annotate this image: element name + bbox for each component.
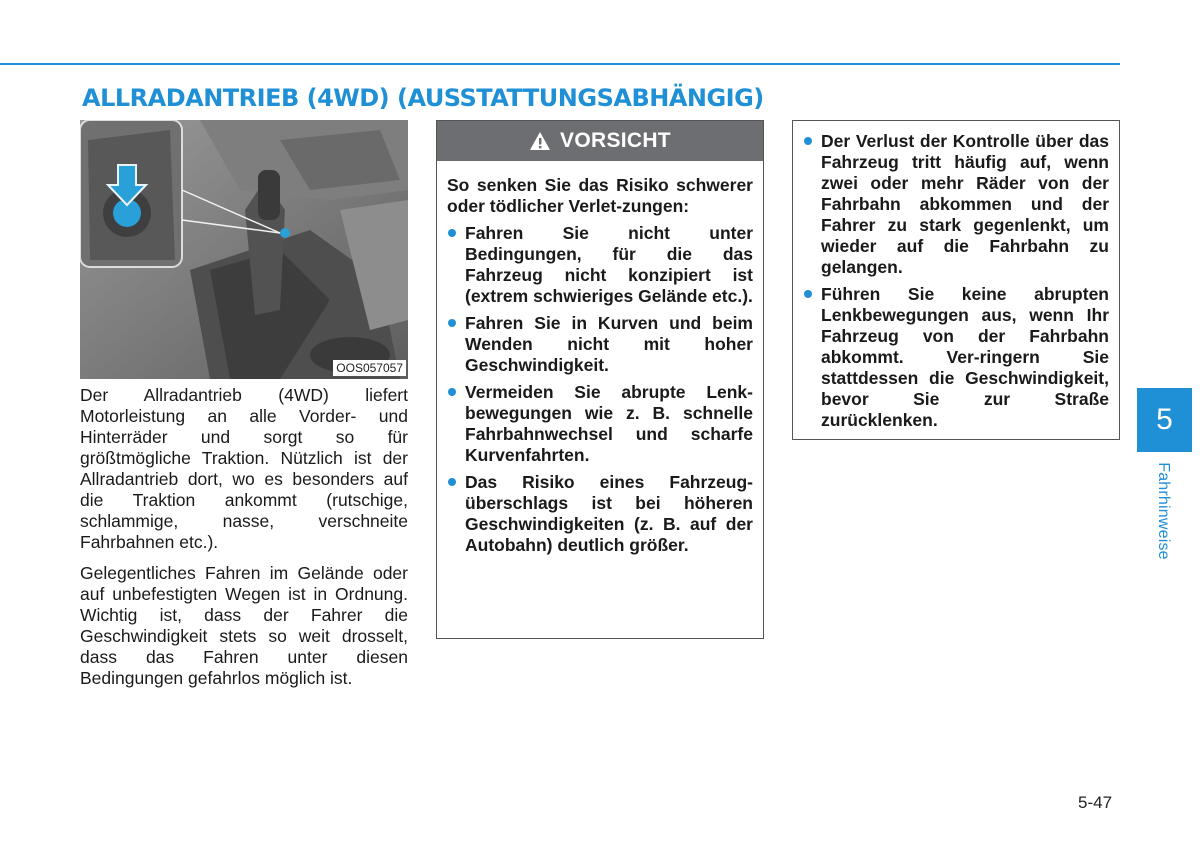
caution-header [437,121,763,161]
bullet-icon [804,290,812,298]
caution-list [447,223,753,556]
chapter-label: Fahrhinweise [1155,462,1172,560]
bullet-icon [804,137,812,145]
caution-item-text: Fahren Sie in Kurven und beim Wenden nicht mit hoher Geschwindigkeit. [465,313,753,375]
bullet-icon [448,388,456,396]
bullet-icon [448,319,456,327]
caution-item [447,382,753,466]
page-number: 5-47 [1078,793,1113,812]
caution-item-text: Vermeiden Sie abrupte Lenk-bewegungen wie z. B. schnelle Fahrbahnwechsel und scharfe Kurvenfahrten. [465,382,753,465]
body-text [80,385,408,699]
caution-continued-box [792,120,1120,440]
body-paragraph: Gelegentliches Fahren im Gelände oder auf unbefestigten Wegen ist in Ordnung. Wichtig ist, dass der Fahrer die Geschwindigkeit stets so weit drosselt, dass das Fahren unter diesen Bedingungen gefahrlos möglich ist. [80,563,408,688]
figure-code: OOS057057 [333,360,406,376]
caution-body [437,161,763,556]
caution-item [803,131,1109,278]
caution-item [447,313,753,376]
caution-intro: So senken Sie das Risiko schwerer oder tödlicher Verlet-zungen: [447,175,753,216]
bullet-icon [448,478,456,486]
caution-item-text: Fahren Sie nicht unter Bedingungen, für die das Fahrzeug nicht konzipiert ist (extrem schwieriges Gelände etc.). [465,223,753,306]
console-illustration [80,120,408,379]
top-rule [0,63,1120,65]
center-console-photo [80,120,408,379]
caution-item-text: Der Verlust der Kontrolle über das Fahrzeug tritt häufig auf, wenn zwei oder mehr Räder von der Fahrbahn abkommen und der Fahrer zu stark gegenlenkt, um wieder auf die Fahrbahn zu gelangen. [821,131,1109,277]
body-paragraph: Der Allradantrieb (4WD) liefert Motorleistung an alle Vorder- und Hinterräder und sorgt so für größtmögliche Traktion. Nützlich ist der Allradantrieb dort, wo es besonders auf die Traktion ankommt (rutschige, schlammige, nasse, verschneite Fahrbahnen etc.). [80,385,408,552]
warning-triangle-icon [529,131,551,151]
section-title: ALLRADANTRIEB (4WD) (AUSSTATTUNGSABHÄNGIG) [82,84,764,112]
caution-item [447,223,753,307]
bullet-icon [448,229,456,237]
caution-item-text: Das Risiko eines Fahrzeug-überschlags ist bei höheren Geschwindigkeiten (z. B. auf der Autobahn) deutlich größer. [465,472,753,555]
caution-item [447,472,753,556]
caution-title: VORSICHT [560,129,671,152]
caution-item [803,284,1109,431]
caution-item-text: Führen Sie keine abrupten Lenkbewegungen aus, wenn Ihr Fahrzeug von der Fahrbahn abkommt. Ver-ringern Sie stattdessen die Geschwindigkeit, bevor Sie zur Straße zurücklenken. [821,284,1109,430]
caution-continued-list [803,131,1109,431]
caution-box [436,120,764,639]
chapter-tab: 5 [1137,388,1192,452]
